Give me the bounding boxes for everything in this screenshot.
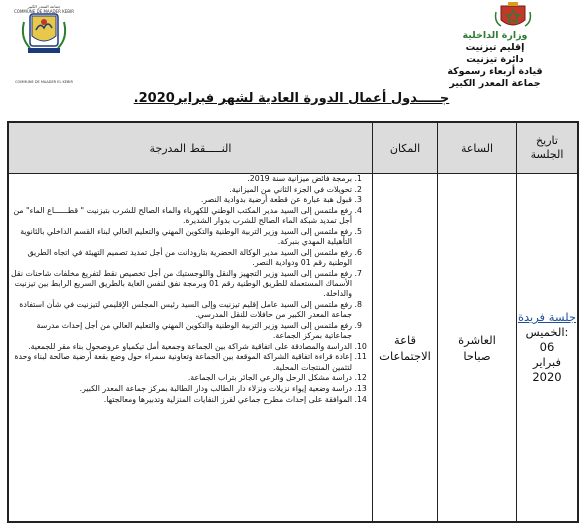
org-ministry: وزارة الداخلية	[462, 30, 528, 41]
list-item: 5. رفع ملتمس إلى السيد وزير التربية الوطنية والتكوين المهني والتعليم العالي لبناء القسم الداخلي بالثانوية التأهيلية المهدي بنبركة.	[9, 227, 352, 247]
list-item: 10. الدراسة والمصادقة على اتفاقية شراكة بين الجماعة وجمعية أمل تيكمياو عروصحول بناء مقر للجمعية.	[9, 342, 352, 352]
logo-shield-icon	[14, 2, 74, 84]
cell-points	[8, 174, 373, 523]
commune-logo	[14, 2, 74, 84]
org-circle: دائرة تيزنيت	[466, 54, 524, 65]
list-item: 7. رفع ملتمس إلى السيد وزير التجهيز والنقل واللوجستيك من أجل تخصيص نقط لتفريغ مخلفات شاحنات نقل الأسماك المستعملة للطريق الوطنية رقم 01 وبرمجة نفق لنفس الغاية بالطريق السريع الرابط بين تيزنيت والداخلة.	[9, 269, 352, 300]
table-header-row	[8, 122, 578, 174]
list-item: 14. الموافقة على إحداث مطرح جماعي لفرز النفايات المنزلية وتدبيرها ومعالجتها.	[9, 395, 352, 405]
header-points: النـــــقط المدرجة	[8, 122, 373, 174]
list-item: 8. رفع ملتمس إلى السيد عامل إقليم تيزنيت وإلى السيد رئيس المجلس الإقليمي لتيزنيت في شأن استفادة جماعة المعدر الكبير من حافلات للنقل المدرسي.	[9, 300, 352, 320]
list-item: 4. رفع ملتمس إلى السيد مدير المكتب الوطني للكهرباء والماء الصالح للشرب بتيزنيت " قطــــــاع الماء" من أجل تمديد شبكة الماء الصالح للشرب بدوار الشديرة.	[9, 206, 352, 226]
list-item: 6. رفع ملتمس إلى السيد مدير الوكالة الحضرية بتارودانت من أجل تمديد تصميم التهيئة في اتجاه الطريق الوطنية رقم 01 ودوادية النصر.	[9, 248, 352, 268]
cell-session-date: جلسة فريدة :الخميس 06 فبراير 2020	[517, 174, 579, 523]
agenda-points-list	[9, 174, 372, 405]
list-item: 3. قبول هبة عبارة عن قطعة أرضية بدوادية النصر.	[9, 195, 352, 205]
org-caidat: قيادة أربعاء رسموكة	[447, 66, 543, 77]
header-date: تاريخ الجلسة	[517, 122, 579, 174]
coat-of-arms-icon	[493, 2, 533, 32]
list-item: 11. إعادة قراءة اتفاقية الشراكة الموقعة بين الجماعة وتعاونية سمراء حول وضع بقعة أرضية صالحة لبناء وحدة لتثمين المنتجات المحلية.	[9, 352, 352, 372]
org-province: إقليم تيزنيت	[465, 42, 525, 53]
cell-hour: العاشرة صباحا	[438, 174, 517, 523]
header-place: المكان	[373, 122, 438, 174]
document-title: جـــــدول أعمال الدورة العادية لشهر فبراير2020.	[133, 91, 450, 106]
list-item: 9. رفع ملتمس إلى السيد وزير التربية الوطنية والتكوين المهني والتعليم العالي من أجل إحداث مدرسة جماعاتية بمركز الجماعة.	[9, 321, 352, 341]
table-row	[8, 174, 578, 523]
organization-block	[415, 30, 575, 90]
logo-top-caption: جماعة المعدر الكبير COMMUNE DE MAADER KEBIR	[14, 4, 74, 14]
list-item: 13. دراسة وضعية إيواء نزيلات ونزلاء دار الطالب ودار الطالبة بمركز جماعة المعدر الكبير.	[9, 384, 352, 394]
list-item: 12. دراسة مشكل الرحل والرعي الجائر بتراب الجماعة.	[9, 373, 352, 383]
list-item: 1. برمجة فائض ميزانية سنة 2019.	[9, 174, 352, 184]
agenda-table	[7, 121, 579, 523]
list-item: 2. تحويلات في الجزء الثاني من الميزانية.	[9, 185, 352, 195]
header-hour: الساعة	[438, 122, 517, 174]
cell-place: قاعة الاجتماعات	[373, 174, 438, 523]
logo-bottom-caption: COMMUNE DE MAADER EL KEBIR	[15, 80, 73, 84]
org-commune: جماعة المعدر الكبير	[449, 78, 541, 89]
